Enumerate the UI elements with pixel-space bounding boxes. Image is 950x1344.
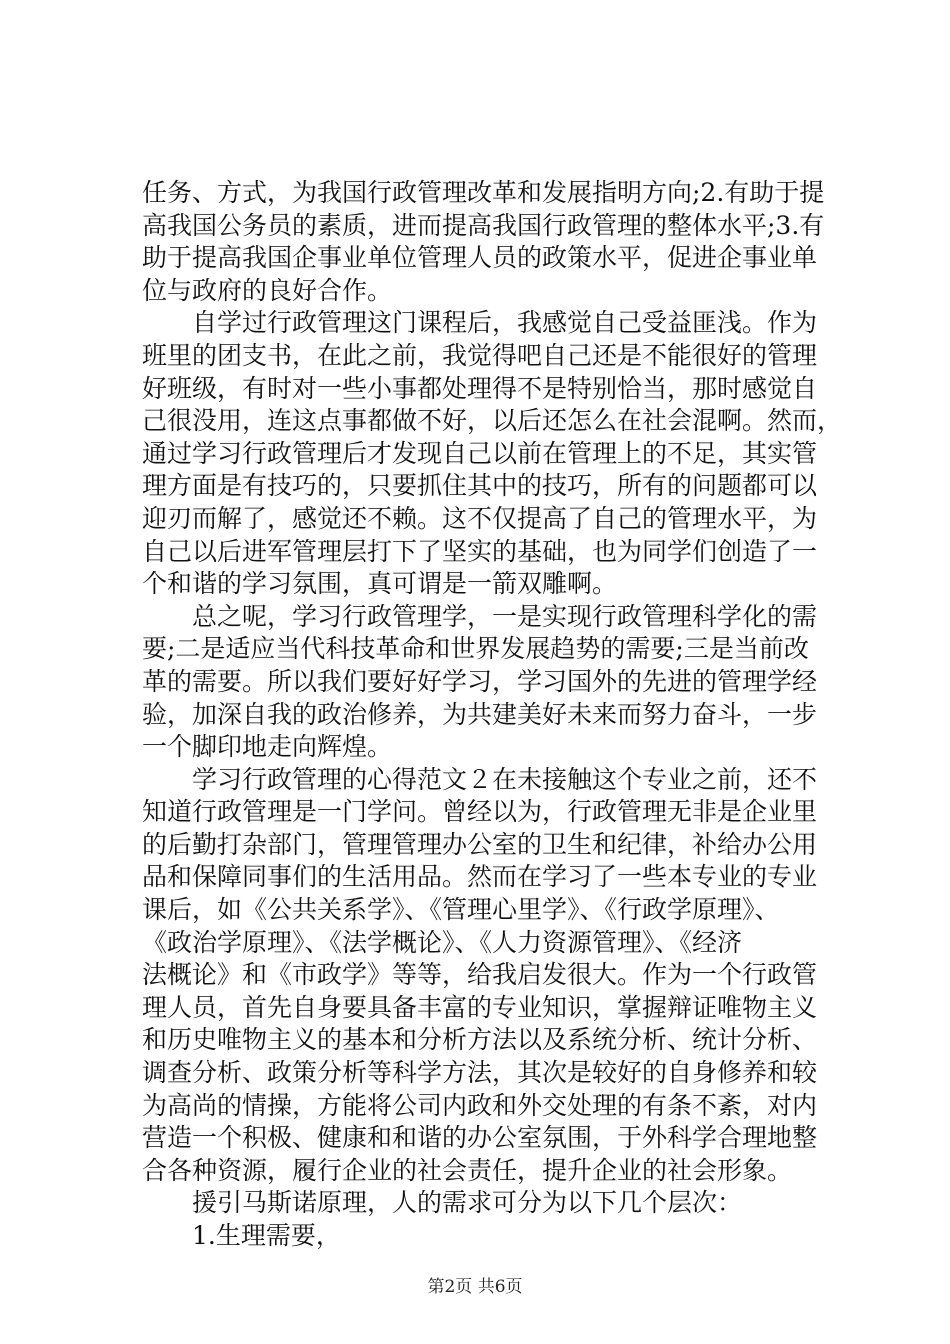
text-line: 自己以后进军管理层打下了坚实的基础，也为同学们创造了一: [142, 536, 818, 566]
text-line: 班里的团支书，在此之前，我觉得吧自己还是不能很好的管理: [142, 340, 818, 370]
text-line: 调查分析、政策分析等科学方法，其次是较好的自身修养和较: [142, 1058, 818, 1088]
text-line: 的后勤打杂部门，管理管理办公室的卫生和纪律，补给办公用: [142, 829, 818, 859]
text-line: 为高尚的情操，方能将公司内政和外交处理的有条不紊，对内: [142, 1090, 818, 1120]
text-line: 法概论》和《市政学》等等，给我启发很大。作为一个行政管: [142, 960, 818, 990]
text-line: 通过学习行政管理后才发现自己以前在管理上的不足，其实管: [142, 438, 818, 468]
text-line: 营造一个积极、健康和和谐的办公室氛围，于外科学合理地整: [142, 1123, 818, 1153]
text-line: 一个脚印地走向辉煌。: [142, 732, 393, 762]
page-number-footer: 第2页 共6页: [427, 1277, 523, 1297]
text-line: 助于提高我国企事业单位管理人员的政策水平，促进企事业单: [142, 243, 818, 273]
text-line: 总之呢，学习行政管理学，一是实现行政管理科学化的需: [142, 601, 818, 631]
text-line: 位与政府的良好合作。: [142, 275, 393, 305]
text-line: 课后，如《公共关系学》、《管理心里学》、《行政学原理》、: [142, 895, 780, 925]
text-line: 个和谐的学习氛围，真可谓是一箭双雕啊。: [142, 569, 618, 599]
text-line: 任务、方式，为我国行政管理改革和发展指明方向;2.有助于提: [142, 178, 825, 207]
text-line: 革的需要。所以我们要好好学习，学习国外的先进的管理学经: [142, 666, 818, 696]
text-line: 迎刃而解了，感觉还不赖。这不仅提高了自己的管理水平，为: [142, 503, 818, 533]
text-line: 《政治学原理》、《法学概论》、《人力资源管理》、《经济: [142, 927, 743, 957]
text-line: 高我国公务员的素质，进而提高我国行政管理的整体水平;3.有: [142, 210, 825, 240]
text-line: 己很没用，连这点事都做不好，以后还怎么在社会混啊。然而，: [142, 406, 842, 436]
text-line: 品和保障同事们的生活用品。然而在学习了一些本专业的专业: [142, 862, 818, 892]
document-body: [142, 177, 842, 1253]
text-line: 自学过行政管理这门课程后，我感觉自己受益匪浅。作为: [142, 308, 818, 338]
text-line: 和历史唯物主义的基本和分析方法以及系统分析、统计分析、: [142, 1025, 818, 1055]
text-line: 1.生理需要，: [142, 1221, 341, 1250]
text-line: 学习行政管理的心得范文２在未接触这个专业之前，还不: [142, 764, 818, 794]
text-line: 知道行政管理是一门学问。曾经以为，行政管理无非是企业里: [142, 797, 818, 827]
text-line: 验，加深自我的政治修养，为共建美好未来而努力奋斗，一步: [142, 699, 818, 729]
text-line: 理人员，首先自身要具备丰富的专业知识，掌握辩证唯物主义: [142, 992, 818, 1022]
text-line: 要;二是适应当代科技革命和世界发展趋势的需要;三是当前改: [142, 634, 809, 664]
text-line: 好班级，有时对一些小事都处理得不是特别恰当，那时感觉自: [142, 373, 818, 403]
text-line: 理方面是有技巧的，只要抓住其中的技巧，所有的问题都可以: [142, 471, 818, 501]
text-line: 合各种资源，履行企业的社会责任，提升企业的社会形象。: [142, 1155, 793, 1185]
text-line: 援引马斯诺原理，人的需求可分为以下几个层次：: [142, 1188, 743, 1218]
